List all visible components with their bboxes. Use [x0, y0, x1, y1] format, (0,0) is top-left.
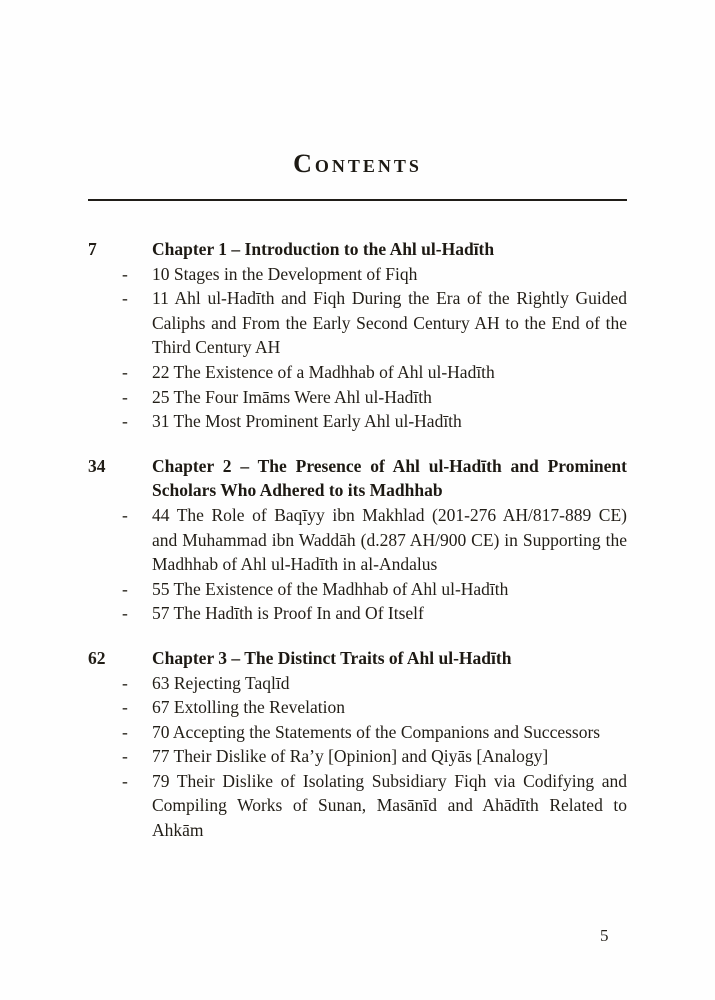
toc-item-text: 63 Rejecting Taqlīd: [152, 672, 290, 693]
chapter-page-number: 62: [88, 647, 106, 668]
chapter-title: Chapter 2 – The Presence of Ahl ul-Hadīth and Prominent Scholars Who Adhered to its Madhhab: [152, 455, 627, 501]
toc-item-dash: -: [122, 603, 128, 624]
toc-item-text: 11 Ahl ul-Hadīth and Fiqh During the Era of the Rightly Guided Caliphs and From the Early Second Century AH to the End of the Third Century AH: [152, 288, 627, 358]
toc-item-text: 55 The Existence of the Madhhab of Ahl ul-Hadīth: [152, 578, 509, 599]
toc-chapter: [88, 237, 627, 434]
toc-item-dash: -: [122, 288, 128, 309]
title-divider: [88, 199, 627, 201]
toc-item-text: 79 Their Dislike of Isolating Subsidiary Fiqh via Codifying and Compiling Works of Sunan, Masānīd and Ahādīth Related to Ahkām: [152, 770, 627, 841]
toc-item-text: 31 The Most Prominent Early Ahl ul-Hadīth: [152, 411, 462, 432]
toc-item-dash: -: [122, 504, 128, 525]
toc-item-text: 67 Extolling the Revelation: [152, 697, 345, 718]
toc-item-dash: -: [122, 770, 128, 791]
chapter-title: Chapter 1 – Introduction to the Ahl ul-Hadīth: [152, 239, 495, 259]
chapter-title: Chapter 3 – The Distinct Traits of Ahl ul-Hadīth: [152, 647, 512, 668]
page-number: 5: [600, 926, 609, 945]
toc-item-dash: -: [122, 746, 128, 767]
chapter-page-number: 34: [88, 455, 106, 476]
toc-item-dash: -: [122, 386, 128, 407]
toc-item-text: 10 Stages in the Development of Fiqh: [152, 263, 418, 284]
page-title: Contents: [293, 149, 422, 178]
toc-item-text: 44 The Role of Baqīyy ibn Makhlad (201-276 AH/817-889 CE) and Muhammad ibn Waddāh (d.287 AH/900 CE) in Supporting the Madhhab of Ahl ul-Hadīth in al-Andalus: [152, 504, 627, 575]
toc-item-text: 70 Accepting the Statements of the Companions and Successors: [152, 721, 601, 742]
toc-item-dash: -: [122, 411, 128, 432]
toc-chapter: [88, 646, 627, 843]
toc-item-dash: -: [122, 263, 128, 284]
toc-list: [88, 237, 627, 843]
toc-item-dash: -: [122, 672, 128, 693]
toc-item-text: 77 Their Dislike of Ra’y [Opinion] and Qiyās [Analogy]: [152, 746, 549, 767]
toc-chapter: [88, 454, 627, 626]
toc-item-text: 22 The Existence of a Madhhab of Ahl ul-Hadīth: [152, 361, 495, 382]
toc-item-dash: -: [122, 721, 128, 742]
toc-item-text: 57 The Hadīth is Proof In and Of Itself: [152, 603, 424, 624]
toc-item-dash: -: [122, 361, 128, 382]
toc-item-text: 25 The Four Imāms Were Ahl ul-Hadīth: [152, 386, 432, 407]
toc-item-dash: -: [122, 697, 128, 718]
toc-item-dash: -: [122, 578, 128, 599]
chapter-page-number: 7: [88, 239, 97, 259]
